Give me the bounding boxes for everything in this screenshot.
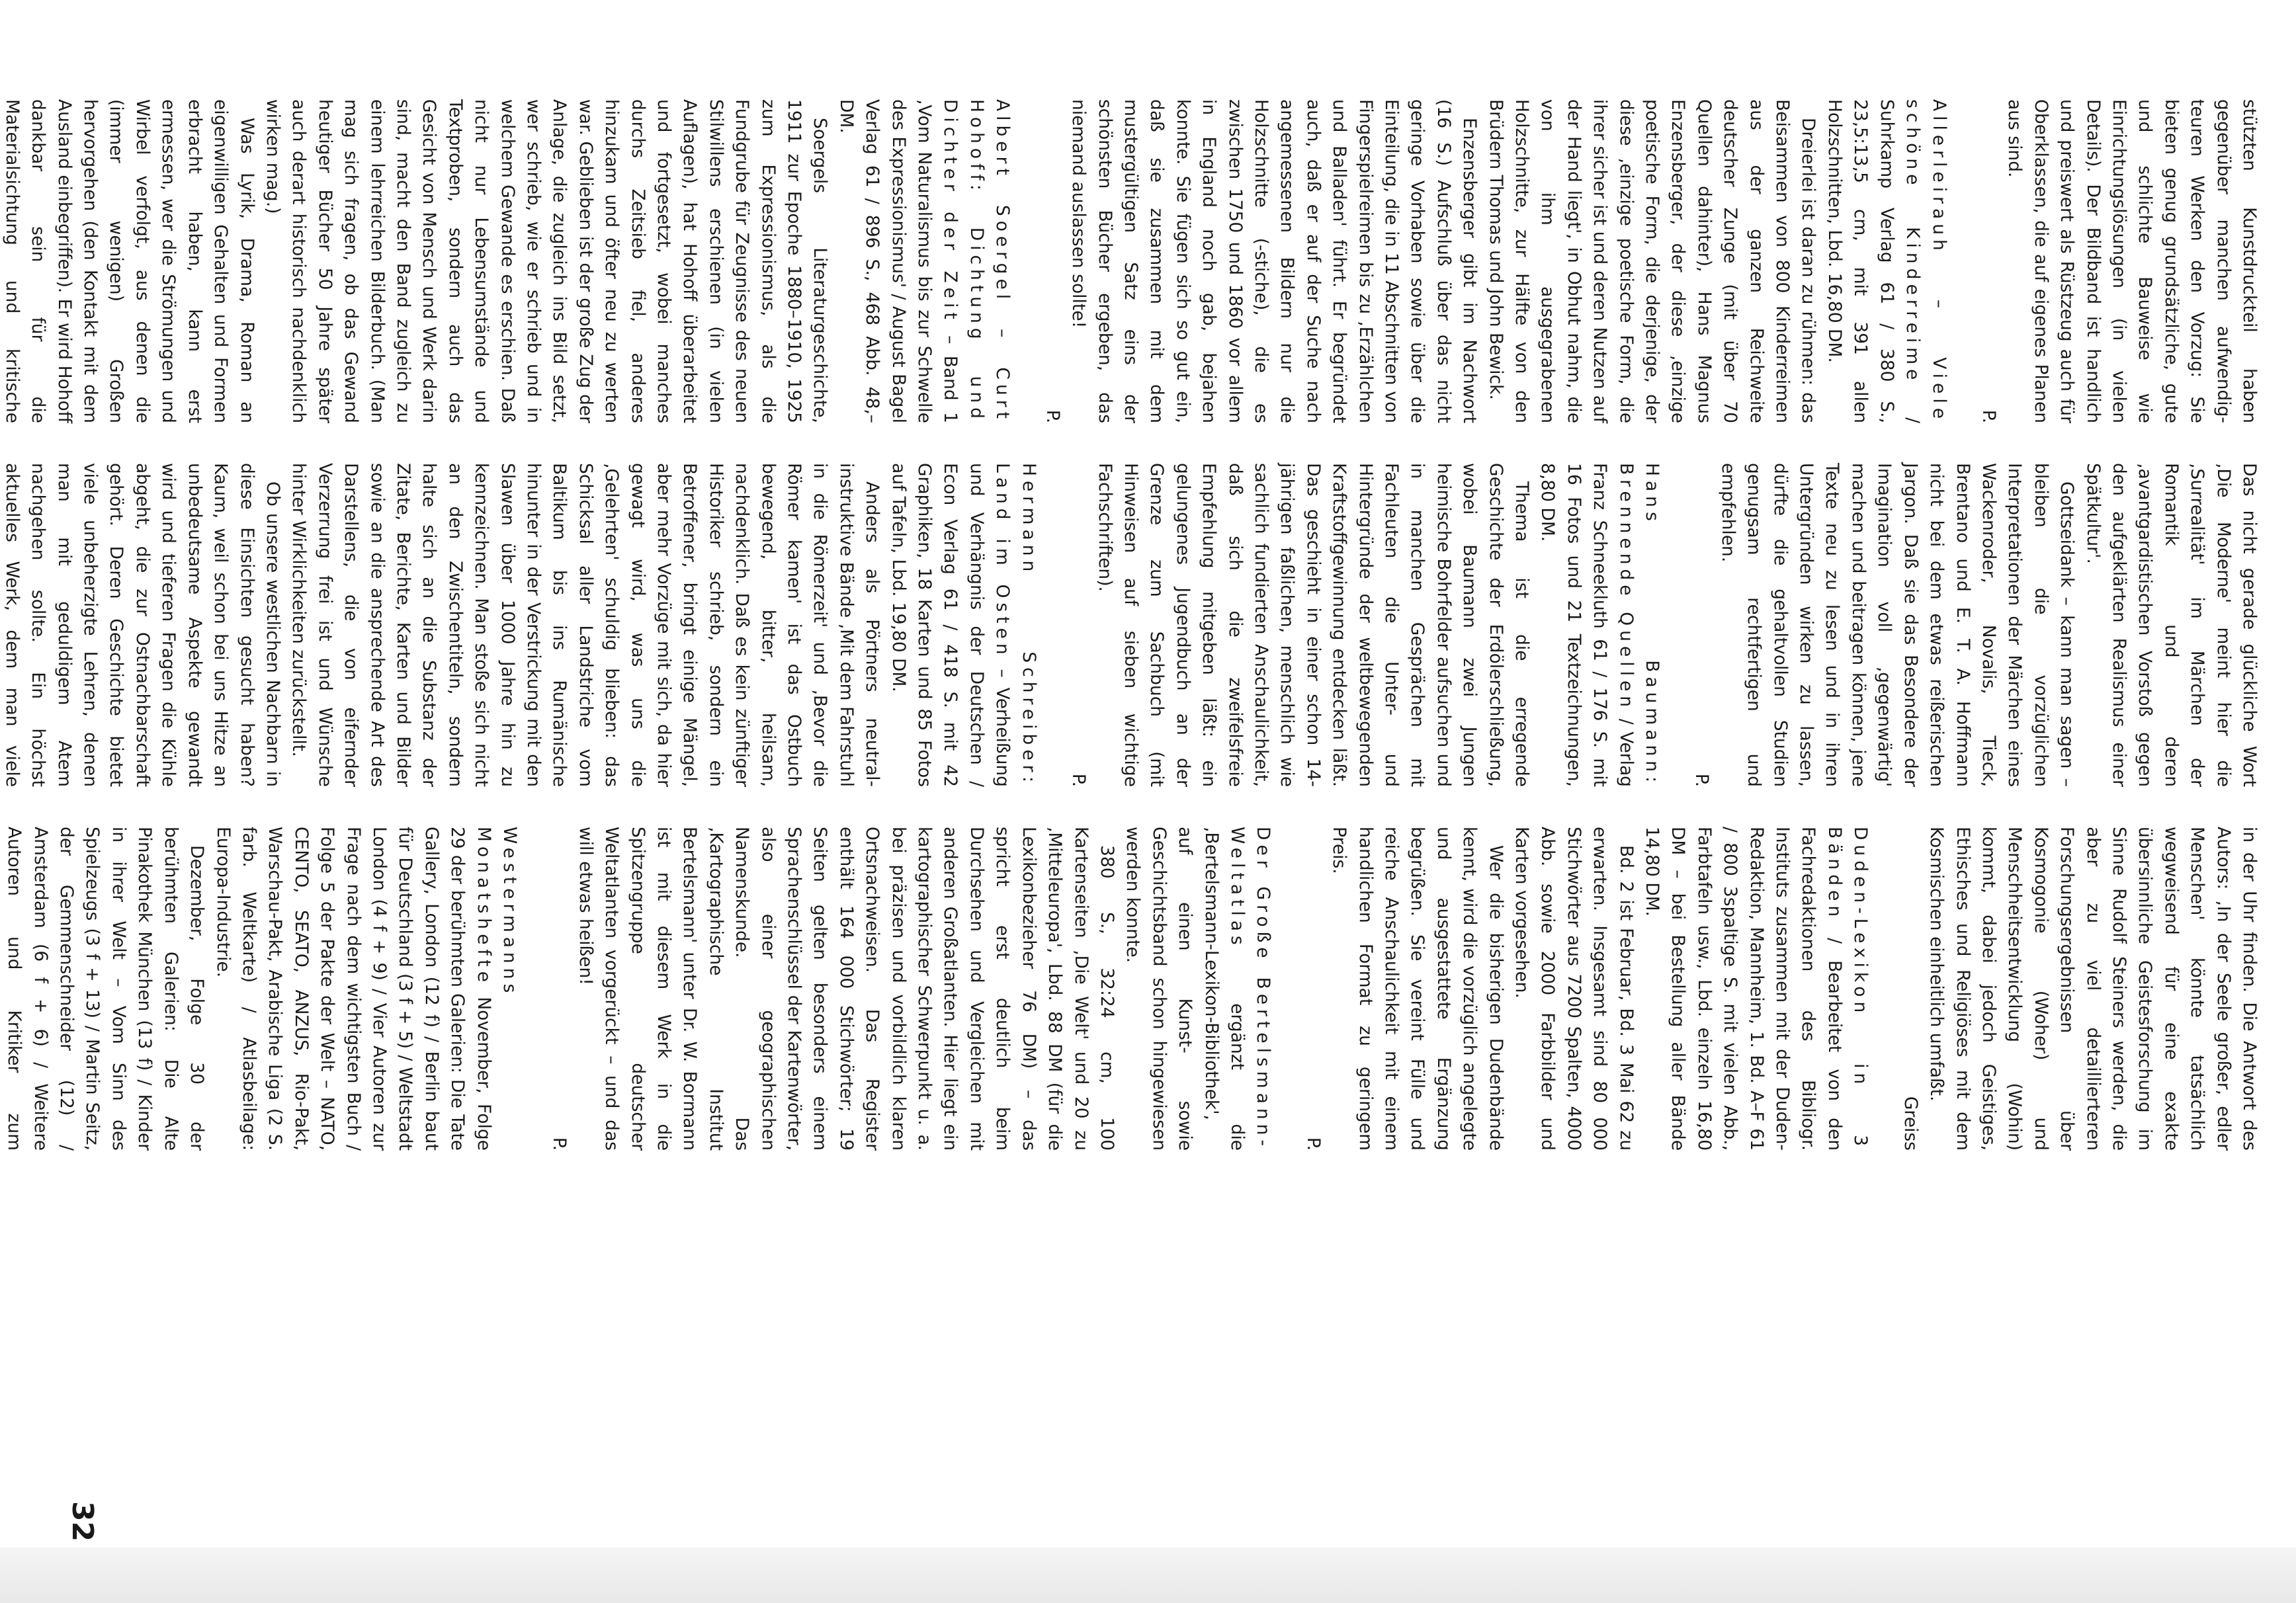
paragraph-text: Ob unsere westlichen Nachbarn in diese Einsichten gesucht haben? Kaum, weil schon bei uns Hitze an unbedeutsame Aspekte gewandt wird und tieferen Fragen die Kühle abgeht, die zur Ostnachbarschaft gehört. Deren Geschichte bietet viele unbeherzigte Lehren, denen man mit geduldigem Atem nachgehen sollte. Ein höchst aktuelles Werk, dem man viele	[1, 463, 283, 787]
reviewer-signature: Greiss	[1900, 1096, 1921, 1151]
paragraph-text: / Bearbeitet von den Fachredaktionen des Bibliogr. Instituts zusammen mit der Duden-Redaktion, Mannheim, 1. Bd. A–F 61 / 800 3spaltige S. mit vielen Abb., Farbtafeln usw., Lbd. einzeln 16,80 DM – bei Bestellung aller Bände 14,80 DM.	[1642, 827, 1845, 1151]
text-columns	[1, 99, 2262, 1528]
review-heading-paragraph	[1822, 99, 1952, 423]
paragraph-text: Was Lyrik, Drama, Roman an eigenwilligen Gehalten und Formen erbracht haben, kann erst ermessen, wer die Strömungen und Wirbel verfolgt, aus denen die (immer wenigen) Großen hervorgehen (den Kontakt mit dem Ausland einbegriffen). Er wird Hohoff dankbar sein für die Materialsichtung und kritische	[1, 99, 257, 423]
paragraph-text: Wer die bisherigen Dudenbände kennt, wird die vorzüglich angelegte und ausgestattete Ergänzung begrüßen. Sie vereint Fülle und reiche Anschaulichkeit mit einem handlichen Format zu geringem Preis.	[1329, 827, 1506, 1151]
body-paragraph	[260, 99, 833, 423]
reviewer-signature: P.	[1068, 773, 1089, 787]
page-number: 32	[65, 1501, 99, 1542]
paragraph-text: / Suhrkamp Verlag 61 / 380 S., 23,5:13,5 cm, mit 391 allen Holzschnitten, Lbd. 16,80 DM.	[1824, 99, 1924, 423]
paragraph-text: Enzensberger gibt im Nachwort (16 S.) Aufschluß über das nicht geringe Vorhaben sowie über die Einteilung, die in 11 Abschnitten von Fingerspielreimen bis zu ‚Erzählchen und Balladen' führt. Er begründet auch, daß er auf der Suche nach angemessenen Bildern nur die Holzschnitte (-stiche), die es zwischen 1750 und 1860 vor allem in England noch gab, bejahen konnte. Sie fügen sich so gut ein, daß sie zusammen mit dem mustergültigen Satz eins der schönsten Bücher ergeben, das niemand auslassen sollte!	[1068, 99, 1480, 423]
review-heading-paragraph	[885, 463, 1041, 787]
review-title: Westermanns Monatshefte	[473, 827, 520, 998]
review-heading-paragraph	[1120, 827, 1276, 1151]
review-title: Hans Baumann: Brennende Quellen	[1615, 463, 1663, 787]
paragraph-text: ergänzt die ‚Bertelsmann-Lexikon-Bibliothek', auf einen Kunst- sowie Geschichtsband schon hingewiesen werden konnte.	[1123, 827, 1248, 1151]
review-title: Allerleirauh – Viele schöne Kinderreime	[1902, 99, 1949, 423]
body-paragraph	[1715, 463, 2080, 787]
body-paragraph	[1509, 827, 1639, 1151]
paragraph-text: Thema ist die erregende Geschichte der Erdölerschließung, wobei Baumann zwei Jungen heimische Bohrfelder aufsuchen und in manchen Gesprächen mit Fachleuten die Unter- und Hintergründe der weltbewegenden Kraftstoffgewinnung entdecken läßt. Das geschieht in einer schon 14-jährigen faßlichen, menschlich wie sachlich fundierten Anschaulichkeit, daß sich die zweifelsfreie Empfehlung mitgeben läßt: ein gelungenes Jugendbuch an der Grenze zum Sachbuch (mit Hinweisen auf sieben wichtige Fachschriften).	[1094, 463, 1533, 787]
body-paragraph	[0, 99, 260, 423]
review-heading-paragraph	[833, 99, 1015, 423]
body-paragraph	[1924, 827, 2262, 1151]
reviewer-signature: P.	[1302, 1137, 1324, 1151]
paragraph-text: stützten Kunstdruckteil haben gegenüber manchen aufwendig-teuren Werken den Vorzug: Sie bieten genug grundsätzliche, gute und schlichte Bauweise wie Einrichtungslösungen (in vielen Details). Der Bildband ist handlich und preiswert als Rüstzeug auch für Oberklassen, die auf eigenes Planen aus sind.	[2004, 99, 2260, 423]
body-paragraph	[1066, 99, 1483, 423]
review-heading-paragraph	[210, 827, 523, 1151]
review-title: Albert Soergel – Curt Hohoff: Dichtung und Dichter der Zeit	[940, 99, 1013, 423]
paragraph-text: / Verlag Franz Schneekluth 61 / 176 S. mit 16 Fotos und 21 Textzeichnungen, 8,80 DM.	[1537, 463, 1637, 787]
paragraph-text: Bd. 2 ist Februar, Bd. 3 Mai 62 zu erwarten. Insgesamt sind 80 000 Stichwörter aus 7200 Spalten, 4000 Abb. sowie 2000 Farbbilder und Karten vorgesehen.	[1511, 827, 1637, 1151]
body-paragraph	[0, 463, 286, 787]
body-paragraph	[0, 827, 210, 1151]
rotated-text-block	[1, 99, 2262, 1528]
text-column-2	[1, 463, 2262, 787]
reviewer-signature: P.	[1042, 409, 1063, 423]
review-title: Duden-Lexikon in 3 Bänden	[1824, 827, 1871, 1151]
paragraph-text: Dezember, Folge 30 der berühmten Galerien: Die Alte Pinakothek München (13 f) / Kinder in ihrer Welt – Vom Sinn des Spielzeugs (3 f + 13) / Martin Seitz, der Gemmenschneider (12) / Amsterdam (6 f + 6) / Weitere Autoren und Kritiker zum	[4, 827, 208, 1151]
paragraph-text: Anders als Pörtners neutral-instruktive Bände ‚Mit dem Fahrstuhl in die Römerzeit' und ‚Bevor die Römer kamen' ist das Ostbuch bewegend, bitter, heilsam, nachdenklich. Daß es kein zünftiger Historiker schrieb, sondern ein Betroffener, bringt einige Mängel, aber mehr Vorzüge mit sich, da hier gewagt wird, was uns die ‚Gelehrten' schuldig blieben: das Schicksal aller Landstriche vom Baltikum bis ins Rumänische hinunter in der Verstrickung mit den Slawen über 1000 Jahre hin zu kennzeichnen. Man stoße sich nicht an den Zwischentiteln, sondern halte sich an die Substanz der Zitate, Berichte, Karten und Bilder sowie an die ansprechende Art des Darstellens, die von eifernder Verzerrung frei ist und Wünsche hinter Wirklichkeiten zurückstellt.	[288, 463, 883, 787]
paragraph-text: Dreierlei ist daran zu rühmen: das Beisammen von 800 Kinderreimen aus der ganzen Reichweite deutscher Zunge (mit über 70 Quellen dahinter), Hans Magnus Enzensberger, der diese ‚einzige poetische Form, die derjenige, der diese ‚einzige poetische Form, die ihrer sicher ist und deren Nutzen auf der Hand liegt', in Obhut nahm, die von ihm ausgegrabenen Holzschnitte, zur Hälfte von den Brüdern Thomas und John Bewick.	[1485, 99, 1819, 423]
page-fold-shadow	[0, 1547, 2296, 1603]
reviewer-signature: P.	[1978, 409, 1999, 423]
paragraph-text: Das nicht gerade glückliche Wort ‚Die Moderne' meint hier die ‚Surrealität' im Märchen der Romantik und deren ‚avantgardistischen Vorstoß gegen den aufgeklärten Realismus einer Spätkultur'.	[2082, 463, 2260, 787]
review-title: Der Große Bertelsmann-Weltatlas	[1226, 827, 1274, 1151]
body-paragraph	[572, 827, 1120, 1151]
text-column-1	[1, 99, 2262, 423]
body-paragraph	[286, 463, 885, 787]
body-paragraph	[2080, 463, 2262, 787]
paragraph-text: in der Uhr finden. Die Antwort des Autors: ‚In der Seele großer, edler Menschen' könnte tatsächlich wegweisend für eine exakte übersinnliche Geistesforschung im Sinne Rudolf Steiners werden, die aber zu viel detaillierteren Forschungsergebnissen über Kosmogonie (Woher) und Menschheitsentwicklung (Wohin) kommt, dabei jedoch Geistiges, Ethisches und Religiöses mit dem Kosmischen einheitlich umfaßt.	[1926, 827, 2260, 1151]
paragraph-text: Gottseidank – kann man sagen – bleiben die vorzüglichen Interpretationen der Märchen eines Wackenroder, Novalis, Tieck, Brentano und E. T. A. Hoffmann nicht bei dem etwas reißerischen Jargon. Daß sie das Besondere der Imagination voll ‚gegenwärtig' machen und beitragen können, jene Texte neu zu lesen und in ihren Untergründen wirken zu lassen, dürfte die gehaltvollen Studien genugsam rechtfertigen und empfehlen.	[1717, 463, 2078, 787]
paragraph-text: Soergels Literaturgeschichte, 1911 zur Epoche 1880–1910, 1925 zum Expressionismus, als die Fundgrube für Zeugnisse des neuen Stilwillens erschienen (in vielen Auflagen), hat Hohoff überarbeitet und fortgesetzt, wobei manches durchs Zeitsieb fiel, anderes hinzukam und öfter neu zu werten war. Geblieben ist der große Zug der Anlage, die zugleich ins Bild setzt, wer schrieb, wie er schrieb und in welchem Gewande es erschien. Daß nicht nur Lebensumstände und Textproben, sondern auch das Gesicht von Mensch und Werk darin sind, macht den Band zugleich zu einem lehrreichen Bilderbuch. (Man mag sich fragen, ob das Gewand heutiger Bücher 50 Jahre später auch derart historisch nachdenklich wirken mag.)	[262, 99, 831, 423]
review-heading-paragraph	[1639, 827, 1874, 1151]
review-heading-paragraph	[1535, 463, 1665, 787]
reviewer-signature: P.	[549, 1137, 570, 1151]
body-paragraph	[1091, 463, 1535, 787]
body-paragraph	[2002, 99, 2262, 423]
text-column-3	[4, 827, 2262, 1151]
paragraph-text: 380 S., 32:24 cm, 100 Kartenseiten ‚Die Welt' und 20 zu ‚Mitteleuropa', Lbd. 88 DM (für die Lexikonbezieher 76 DM) – das spricht erst deutlich beim Durchsehen und Vergleichen mit anderen Großatlanten. Hier liegt ein kartographischer Schwerpunkt u. a. bei präzisen und vorbildlich klaren Ortsnachweisen. Das Register enthält 164 000 Stichwörter; 19 Seiten gelten besonders einem Sprachenschlüssel der Kartenwörter, also einer geographischen Namenskunde. Das ‚Kartographische Institut Bertelsmann' unter Dr. W. Bormann ist mit diesem Werk in die Spitzengruppe deutscher Weltatlanten vorgerückt – und das will etwas heißen!	[575, 827, 1117, 1151]
body-paragraph	[1326, 827, 1509, 1151]
reviewer-signature: P.	[1691, 773, 1713, 787]
paragraph-text: November, Folge 29 der berühmten Galerien: Die Tate Gallery, London (12 f) / Berlin baut für Deutschland (3 f + 5) / Weltstadt London (4 f + 9) / Vier Autoren zur Frage nach dem wichtigsten Buch / Folge 5 der Pakte der Welt – NATO, CENTO, SEATO, ANZUS, Rio-Pakt, Warschau-Pakt, Arabische Liga (2 S. farb. Weltkarte) / Atlasbeilage: Europa-Industrie.	[212, 827, 494, 1151]
paragraph-text: – Verheißung und Verhängnis der Deutschen / Econ Verlag 61 / 418 S. mit 42 Graphiken, 18 Karten und 85 Fotos auf Tafeln, Lbd. 19,80 DM.	[888, 463, 1013, 787]
review-title: Hermann Schreiber: Land im Osten	[992, 463, 1039, 787]
paragraph-text: – Band 1 ‚Vom Naturalismus bis zur Schwelle des Expressionismus' / August Bagel Verlag 61 / 896 S., 468 Abb. 48,– DM.	[835, 99, 961, 423]
body-paragraph	[1482, 99, 1821, 423]
